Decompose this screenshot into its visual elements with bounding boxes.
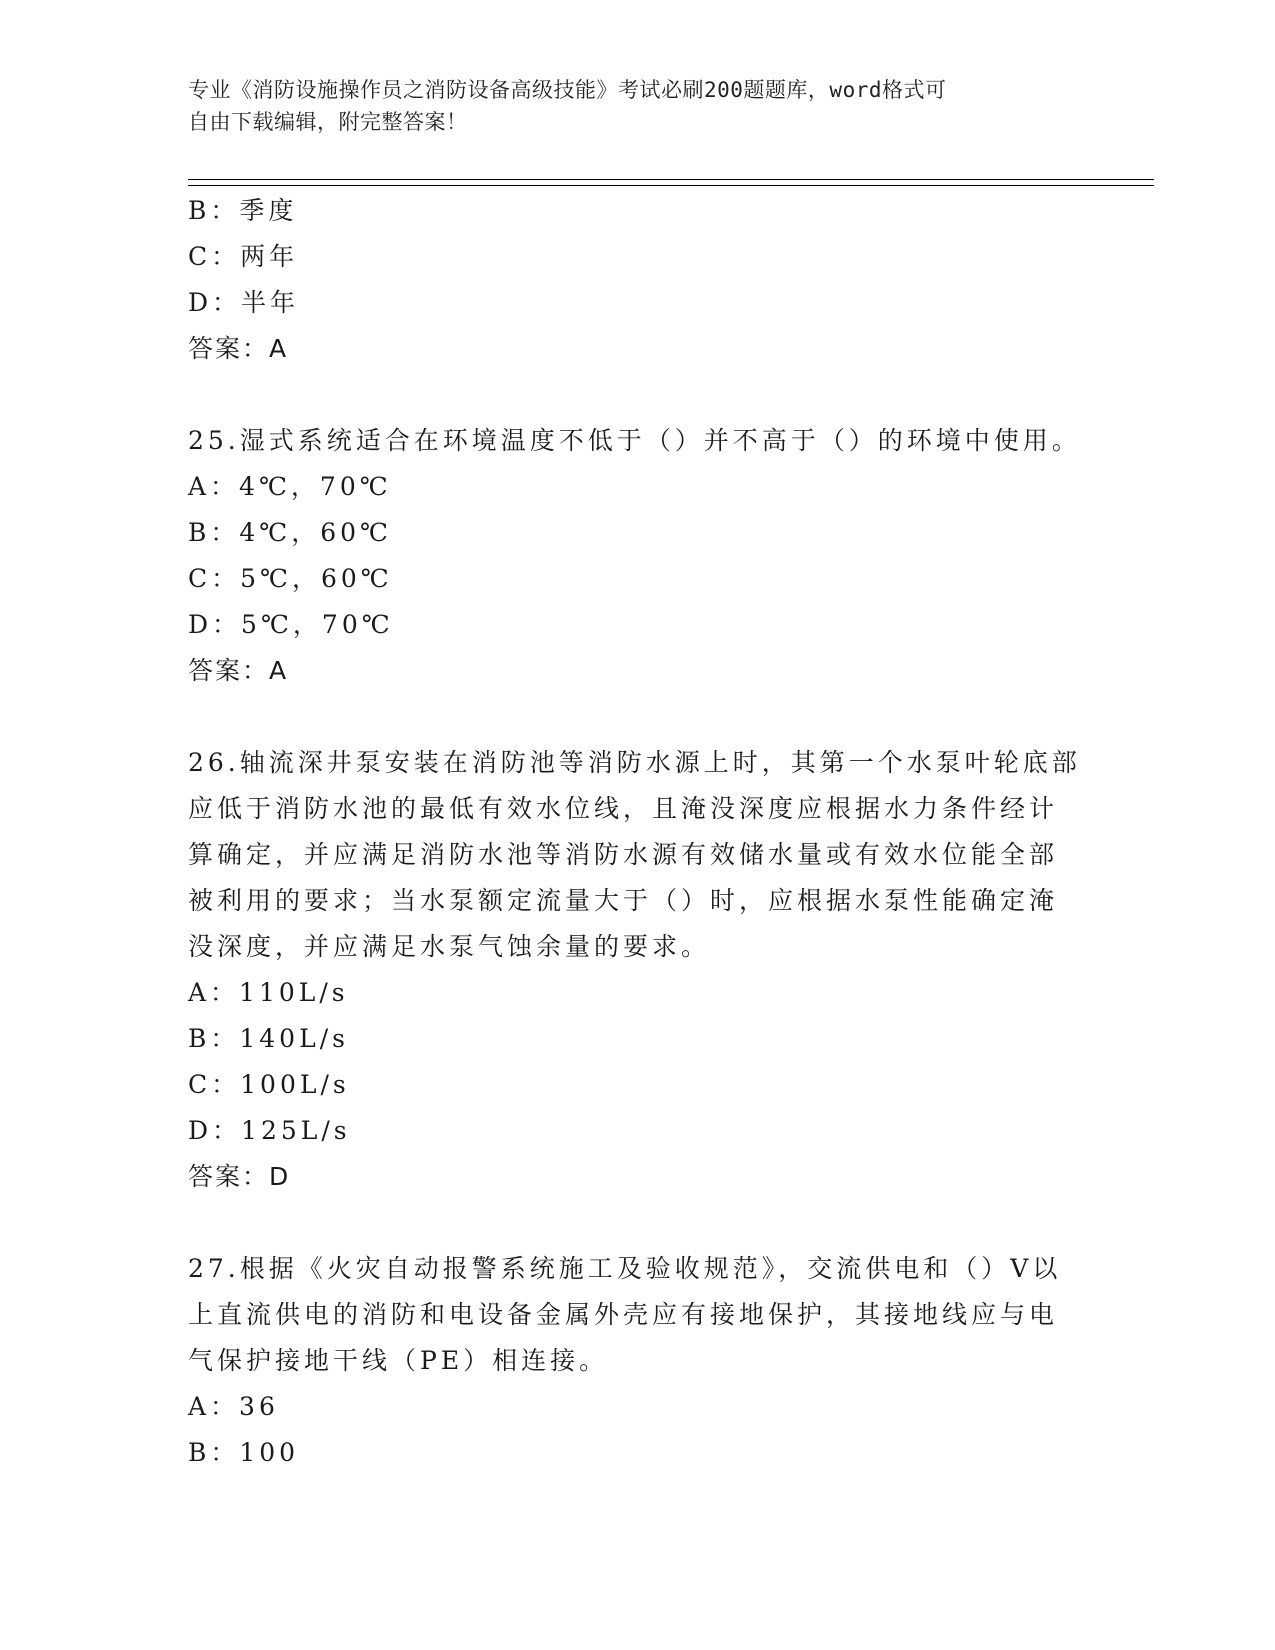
option-c: C：两年 [188, 242, 299, 271]
question-stem: 25.湿式系统适合在环境温度不低于（）并不高于（）的环境中使用。 [188, 426, 1081, 455]
option-b: B：100 [188, 1438, 300, 1467]
question-27 [188, 1246, 1088, 1476]
option-c: C：5℃，60℃ [188, 564, 393, 593]
question-stem-line: 26.轴流深井泵安装在消防池等消防水源上时，其第一个水泵叶轮底部 [188, 748, 1081, 777]
option-c: C：100L/s [188, 1070, 350, 1099]
question-stem-line: 应低于消防水池的最低有效水位线，且淹没深度应根据水力条件经计 [188, 794, 1059, 823]
header-line-2: 自由下载编辑，附完整答案！ [188, 110, 468, 134]
answer: 答案：A [188, 656, 289, 685]
question-stem-line: 被利用的要求；当水泵额定流量大于（）时，应根据水泵性能确定淹 [188, 886, 1059, 915]
option-b: B：140L/s [188, 1024, 349, 1053]
question-stem-line: 算确定，并应满足消防水池等消防水源有效储水量或有效水位能全部 [188, 840, 1059, 869]
option-b: B：4℃，60℃ [188, 518, 393, 547]
answer: 答案：D [188, 1162, 291, 1191]
option-b: B：季度 [188, 196, 298, 225]
question-stem-line: 上直流供电的消防和电设备金属外壳应有接地保护，其接地线应与电 [188, 1300, 1059, 1329]
page-header [188, 74, 1068, 138]
option-d: D：半年 [188, 288, 300, 317]
option-d: D：125L/s [188, 1116, 351, 1145]
option-a: A：110L/s [188, 978, 349, 1007]
option-d: D：5℃，70℃ [188, 610, 394, 639]
question-25 [188, 418, 1088, 694]
document-body [188, 188, 1088, 1476]
question-stem-line: 气保护接地干线（PE）相连接。 [188, 1346, 609, 1375]
question-stem-line: 27.根据《火灾自动报警系统施工及验收规范》，交流供电和（）V以 [188, 1254, 1062, 1283]
header-line-1: 专业《消防设施操作员之消防设备高级技能》考试必刷200题题库，word格式可 [188, 78, 947, 102]
question-26 [188, 740, 1088, 1200]
header-divider [188, 179, 1154, 186]
option-a: A：36 [188, 1392, 279, 1421]
answer: 答案：A [188, 334, 289, 363]
question-stem-line: 没深度，并应满足水泵气蚀余量的要求。 [188, 932, 711, 961]
option-a: A：4℃，70℃ [188, 472, 392, 501]
previous-question-block [188, 188, 1088, 372]
